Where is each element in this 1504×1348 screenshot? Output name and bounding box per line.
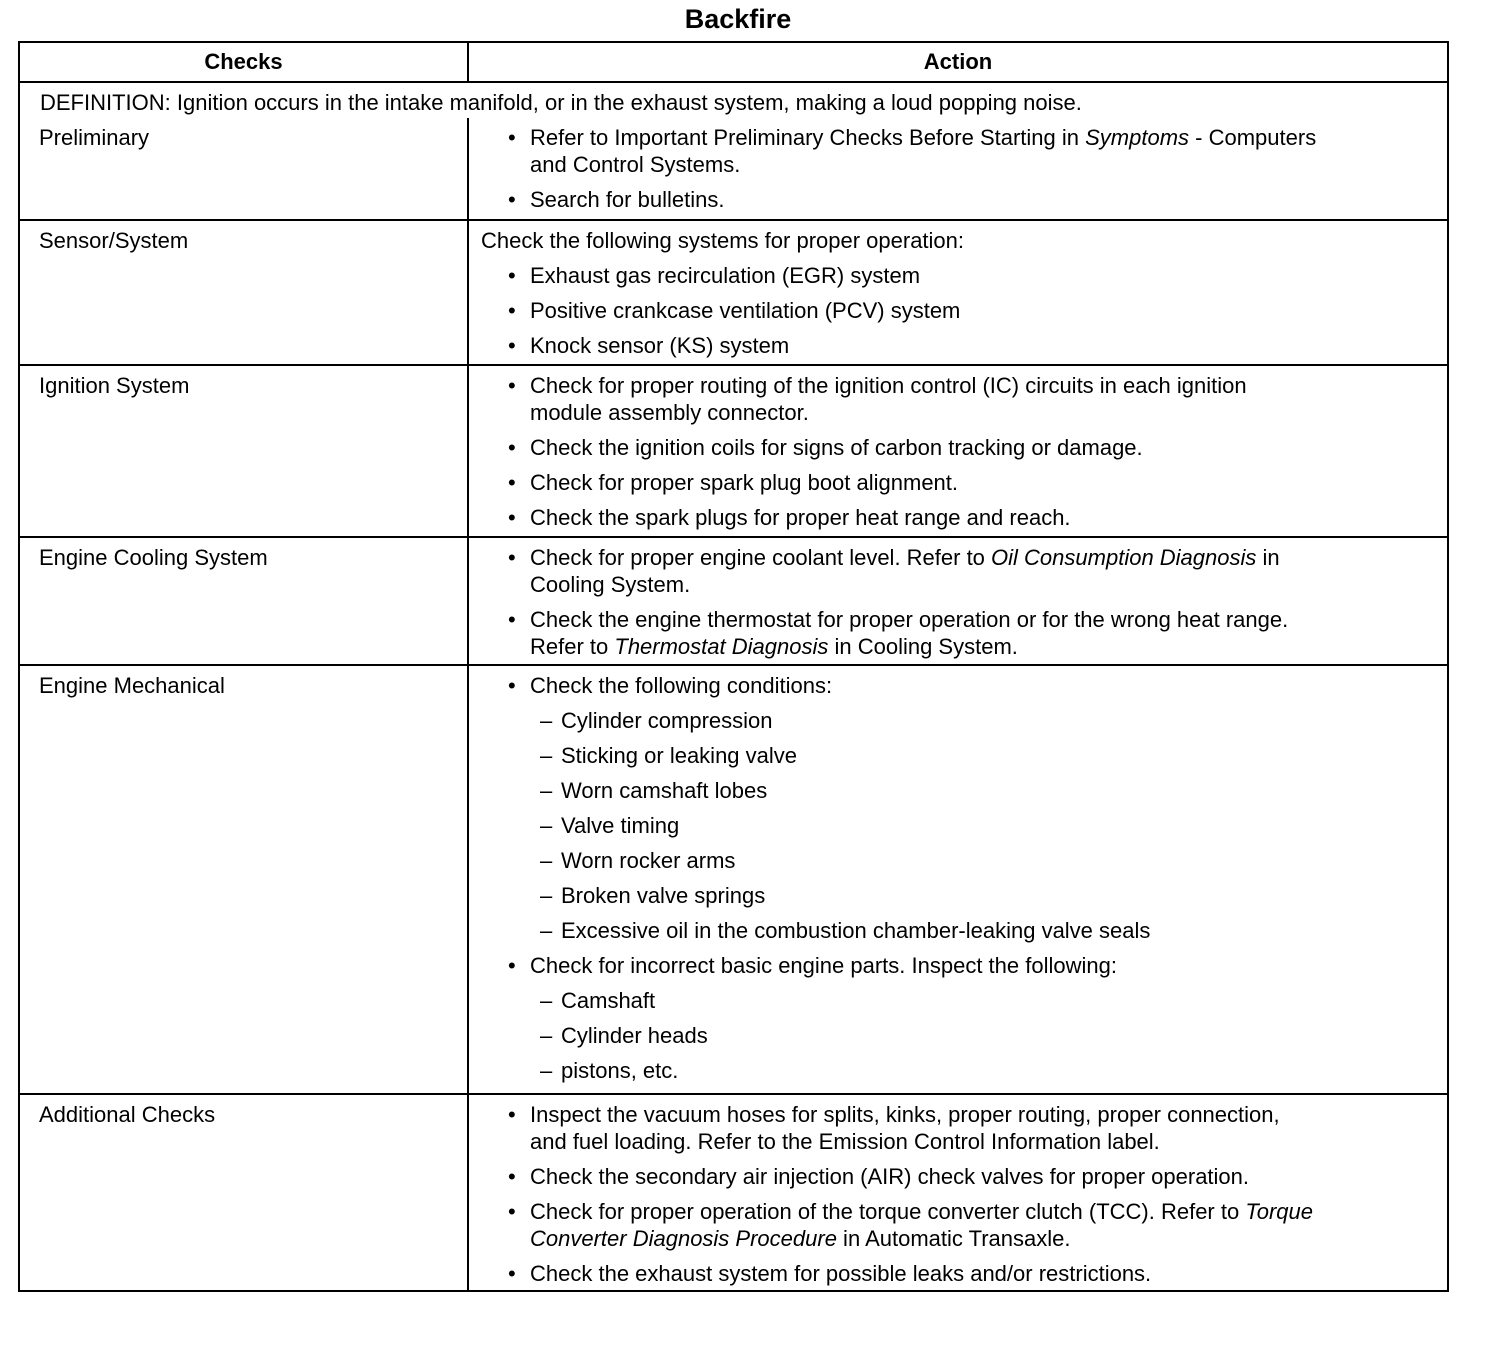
bullet-item [481, 544, 1447, 598]
action-cell [469, 538, 1447, 664]
dash-item [481, 1057, 1447, 1084]
dash-item [481, 882, 1447, 909]
bullet-item [481, 372, 1447, 426]
table-row [20, 219, 1447, 364]
bullet-item [481, 262, 1447, 289]
item-text: in Cooling System. [530, 545, 1280, 597]
item-text: Check the following conditions: [530, 673, 833, 698]
dash-item [481, 987, 1447, 1014]
item-text: Worn rocker arms [561, 848, 736, 873]
table-row [20, 664, 1447, 1093]
dash-marker: – [540, 743, 553, 768]
action-cell [469, 118, 1447, 219]
dash-marker: – [540, 778, 553, 803]
dash-marker: – [540, 918, 553, 943]
header-action: Action [923, 49, 993, 74]
definition-label: DEFINITION: [40, 90, 171, 115]
bullet-marker: • [508, 125, 516, 150]
item-text: Cylinder heads [561, 1023, 708, 1048]
item-text: Check the ignition coils for signs of carbon tracking or damage. [530, 435, 1143, 460]
bullet-marker: • [508, 435, 516, 460]
reference-title: Symptoms [1085, 125, 1190, 150]
item-text: in Cooling System. [828, 634, 1018, 659]
action-cell [469, 1095, 1447, 1290]
item-text: Check for proper routing of the ignition control (IC) circuits in each ignition module assembly connector. [530, 373, 1247, 425]
item-text: Knock sensor (KS) system [530, 333, 790, 358]
bullet-marker: • [508, 607, 516, 632]
item-text: Check the spark plugs for proper heat range and reach. [530, 505, 1071, 530]
dash-marker: – [540, 988, 553, 1013]
bullet-item [481, 124, 1447, 178]
bullet-marker: • [508, 1199, 516, 1224]
bullet-marker: • [508, 953, 516, 978]
item-text: Check the following systems for proper operation: [481, 228, 965, 253]
bullet-marker: • [508, 187, 516, 212]
item-text: Check the secondary air injection (AIR) check valves for proper operation. [530, 1164, 1250, 1189]
dash-marker: – [540, 1023, 553, 1048]
item-text: Check for proper spark plug boot alignment. [530, 470, 959, 495]
bullet-marker: • [508, 470, 516, 495]
header-checks: Checks [20, 43, 469, 81]
bullet-marker: • [508, 505, 516, 530]
table-row [20, 536, 1447, 664]
item-text: - Computers and Control Systems. [530, 125, 1317, 177]
item-text: Exhaust gas recirculation (EGR) system [530, 263, 921, 288]
bullet-marker: • [508, 333, 516, 358]
dash-marker: – [540, 1058, 553, 1083]
reference-title: Thermostat Diagnosis [614, 634, 829, 659]
dash-item [481, 707, 1447, 734]
item-text: Broken valve springs [561, 883, 766, 908]
dash-item [481, 777, 1447, 804]
dash-item [481, 812, 1447, 839]
bullet-item [481, 672, 1447, 699]
action-cell [469, 666, 1447, 1093]
item-text: Search for bulletins. [530, 187, 725, 212]
table-header [20, 43, 1447, 81]
check-label: Sensor/System [20, 221, 469, 364]
check-label: Ignition System [20, 366, 469, 536]
page-title: Backfire [684, 4, 792, 34]
item-text: Excessive oil in the combustion chamber-leaking valve seals [561, 918, 1151, 943]
bullet-marker: • [508, 263, 516, 288]
bullet-item [481, 606, 1447, 660]
item-text: Cylinder compression [561, 708, 773, 733]
check-label: Preliminary [20, 118, 469, 219]
item-text: Check for proper engine coolant level. Refer to [530, 545, 992, 570]
dash-item [481, 847, 1447, 874]
dash-item [481, 742, 1447, 769]
action-cell [469, 221, 1447, 364]
bullet-marker: • [508, 1164, 516, 1189]
table-row [20, 1093, 1447, 1290]
dash-item [481, 1022, 1447, 1049]
item-text: Camshaft [561, 988, 656, 1013]
bullet-item [481, 952, 1447, 979]
item-text: in Automatic Transaxle. [836, 1226, 1071, 1251]
definition-text: Ignition occurs in the intake manifold, or in the exhaust system, making a loud popping noise. [170, 90, 1082, 115]
table-row [20, 364, 1447, 536]
item-text: Check the exhaust system for possible leaks and/or restrictions. [530, 1261, 1152, 1286]
reference-title: Torque Converter Diagnosis Procedure [530, 1199, 1314, 1251]
bullet-item [481, 1260, 1447, 1287]
check-label: Engine Cooling System [20, 538, 469, 664]
item-text: Refer to Important Preliminary Checks Before Starting in [530, 125, 1086, 150]
dash-marker: – [540, 883, 553, 908]
action-text [481, 227, 1447, 254]
item-text: Check the engine thermostat for proper operation or for the wrong heat range. Refer to [530, 607, 1289, 659]
bullet-item [481, 332, 1447, 359]
table-row [20, 118, 1447, 219]
item-text: Worn camshaft lobes [561, 778, 768, 803]
reference-title: Oil Consumption Diagnosis [991, 545, 1257, 570]
bullet-item [481, 1198, 1447, 1252]
item-text: Positive crankcase ventilation (PCV) system [530, 298, 961, 323]
item-text: Check for proper operation of the torque converter clutch (TCC). Refer to [530, 1199, 1246, 1224]
item-text: Valve timing [561, 813, 680, 838]
action-cell [469, 366, 1447, 536]
bullet-marker: • [508, 673, 516, 698]
bullet-marker: • [508, 1261, 516, 1286]
check-label: Additional Checks [20, 1095, 469, 1290]
item-text: Inspect the vacuum hoses for splits, kinks, proper routing, proper connection, and fuel loading. Refer to the Emission Control Information label. [530, 1102, 1280, 1154]
bullet-marker: • [508, 545, 516, 570]
bullet-item [481, 504, 1447, 531]
bullet-item [481, 469, 1447, 496]
bullet-item [481, 1101, 1447, 1155]
item-text: Sticking or leaking valve [561, 743, 798, 768]
definition-row [20, 81, 1447, 118]
bullet-item [481, 434, 1447, 461]
bullet-item [481, 186, 1447, 213]
bullet-marker: • [508, 373, 516, 398]
bullet-marker: • [508, 1102, 516, 1127]
dash-item [481, 917, 1447, 944]
check-label: Engine Mechanical [20, 666, 469, 1093]
bullet-item [481, 297, 1447, 324]
bullet-marker: • [508, 298, 516, 323]
bullet-item [481, 1163, 1447, 1190]
item-text: pistons, etc. [561, 1058, 679, 1083]
dash-marker: – [540, 708, 553, 733]
dash-marker: – [540, 813, 553, 838]
item-text: Check for incorrect basic engine parts. Inspect the following: [530, 953, 1117, 978]
dash-marker: – [540, 848, 553, 873]
backfire-table [18, 41, 1449, 1292]
